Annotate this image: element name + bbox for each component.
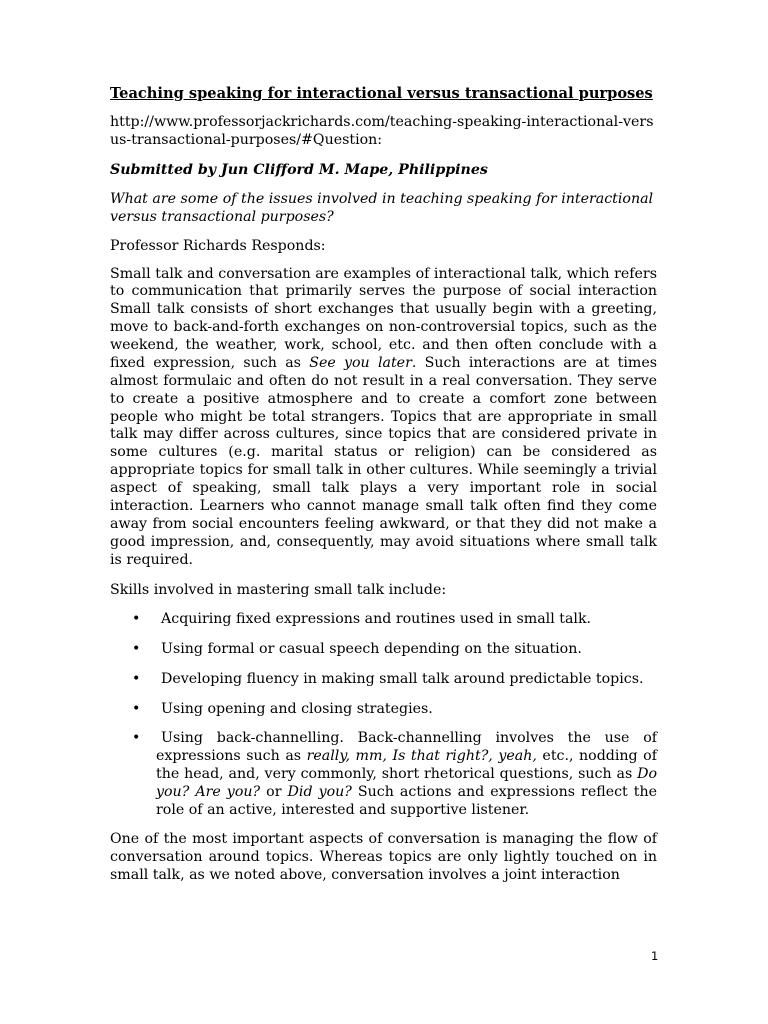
- list-item-text-c: or: [260, 783, 288, 800]
- list-item-text: Developing fluency in making small talk around predictable topics.: [161, 671, 644, 688]
- skills-intro: Skills involved in mastering small talk include:: [110, 582, 447, 599]
- paragraph-small-talk-part-a: Small talk and conversation are examples of interactional talk, which refers to communication that primarily serves the purpose of social interaction Small talk consists of short exchanges that usually begin with a greeting, move to back-and-forth exchanges on non-controversial topics, such as the weekend, the weather, work, school, etc. and then often conclude with a fixed expression, such as: [110, 265, 657, 371]
- list-item-emphasis-1: really, mm, Is that right?, yeah,: [306, 748, 537, 765]
- skills-list: [110, 610, 657, 819]
- list-item-emphasis-2: Do you? Are you?: [156, 765, 657, 800]
- question-text: What are some of the issues involved in teaching speaking for interactional versus transactional purposes?: [110, 190, 654, 225]
- list-item: [110, 610, 657, 628]
- list-item-text-d: Such actions and expressions reflect the role of an active, interested and supportive listener.: [156, 783, 658, 818]
- list-item: [110, 730, 657, 819]
- responds-heading: Professor Richards Responds:: [110, 237, 326, 254]
- list-item-text-b: etc., nodding of the head, and, very commonly, short rhetorical questions, such as: [156, 748, 657, 782]
- list-item-text: Using formal or casual speech depending on the situation.: [161, 641, 582, 658]
- submitted-by: Submitted by Jun Clifford M. Mape, Philippines: [110, 161, 488, 178]
- paragraph-conversation: One of the most important aspects of conversation is managing the flow of conversation around topics. Whereas topics are only lightly touched on in small talk, as we noted above, conversation involves a joint interaction: [110, 831, 657, 884]
- bullet-icon: •: [132, 641, 141, 658]
- bullet-icon: •: [132, 730, 141, 747]
- list-item-text: Using opening and closing strategies.: [161, 701, 433, 718]
- list-item-text-a: Using back-channelling. Back-channelling involves the use of expressions such as: [156, 730, 657, 765]
- paragraph-small-talk: [110, 266, 657, 570]
- paragraph-small-talk-emphasis: See you later: [309, 354, 412, 371]
- source-url: http://www.professorjackrichards.com/teaching-speaking-interactional-versus-transactional-purposes/#Question:: [110, 113, 654, 148]
- bullet-icon: •: [132, 671, 141, 688]
- list-item: [110, 700, 657, 718]
- paragraph-small-talk-part-b: . Such interactions are at times almost formulaic and often do not result in a real conversation. They serve to create a positive atmosphere and to create a comfort zone between people who might be total strangers. Topics that are appropriate in small talk may differ across cultures, since topics that are considered private in some cultures (e.g. marital status or religion) can be considered as appropriate topics for small talk in other cultures. While seemingly a trivial aspect of speaking, small talk plays a very important role in social interaction. Learners who cannot manage small talk often find they come away from social encounters feeling awkward, or that they did not make a good impression, and, consequently, may avoid situations where small talk is required.: [110, 354, 657, 568]
- document-title: Teaching speaking for interactional versus transactional purposes: [110, 85, 653, 102]
- list-item: [110, 670, 657, 688]
- list-item-text: Acquiring fixed expressions and routines used in small talk.: [161, 611, 592, 628]
- document-body: [110, 84, 657, 885]
- bullet-icon: •: [132, 701, 141, 718]
- list-item: [110, 640, 657, 658]
- list-item-emphasis-3: Did you?: [287, 783, 352, 800]
- page-number: 1: [651, 949, 659, 963]
- bullet-icon: •: [132, 611, 141, 628]
